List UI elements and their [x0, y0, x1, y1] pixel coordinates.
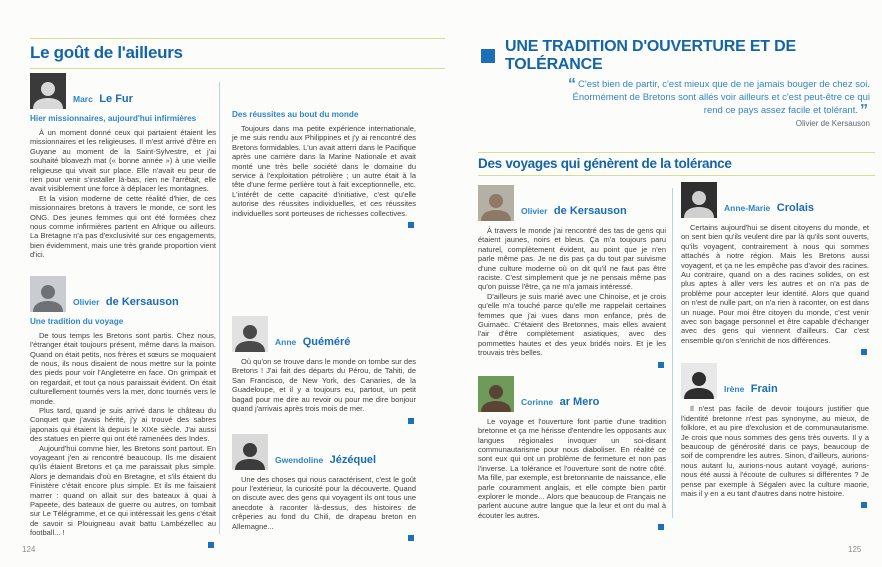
author-name	[73, 292, 179, 312]
author-row-corinne-ar-mero	[478, 376, 666, 412]
paragraph: Certains aujourd'hui se disent citoyens du monde, et on sent bien qu'ils veulent dire par là qu'ils sont ouverts, qu'ils voyagent, contrairement à nous qui sommes attachés à notre région. Mais les Bretons aussi voyagent, et ça ne les empêche pas d'avoir des racines. Au contraire, quand on a des racines solides, on est plus aptes à aller vers les autres et on n'a pas de problème pour accepter leur identité. Alors que quand on n'est de nulle part, on n'a rien à raconter, on est dans un nuage. Pour moi être citoyen du monde, c'est venir avec son bagage personnel et être capable d'échanger avec des gens qui viennent d'ailleurs. Car c'est ensemble qu'on s'enrichit de nos différences.	[681, 223, 869, 345]
end-of-article-square	[861, 502, 867, 508]
author-first-name: Olivier	[73, 296, 100, 307]
right-page-title	[481, 38, 875, 74]
gwendoline-jezequel-portrait-photo	[232, 434, 268, 470]
author-last-name: de Kersauson	[553, 205, 627, 217]
article-heading: Des réussites au bout du monde	[232, 110, 359, 119]
paragraph: Une des choses qui nous caractérisent, c'est le goût pour l'extérieur, la curiosité pour la découverte. Quand on discute avec des gens qui voyagent ils ont tous une anecdote à raconter là-dessus, des histoires de crêperies au fond du Chili, de drapeau breton en Allemagne...	[232, 474, 416, 531]
author-last-name: Quéméré	[302, 336, 351, 349]
author-row-anne-quemere	[232, 316, 416, 352]
person-silhouette-icon	[682, 369, 716, 399]
right-page-section-title: Des voyages qui génèrent de la tolérance	[478, 156, 732, 171]
right-page-title-row	[481, 38, 875, 74]
paragraph: Et la vision moderne de cette réalité d'hier, de ces missionnaires bretons à travers le monde, ce sont les ONG. Des jeunes femmes qui ont été formées chez nous comme infirmières partent en Afrique ou ailleurs. La Bretagne n'a pas d'exclusivité sur ces engagements, bien évidemment, mais une très grande proportion vient d'ici.	[30, 193, 216, 260]
author-name	[73, 89, 133, 109]
article-reussites-au-bout-du-monde	[232, 110, 416, 228]
person-silhouette-icon	[682, 188, 716, 218]
author-name	[521, 201, 627, 221]
author-name	[275, 332, 350, 352]
right-page-column-divider	[672, 188, 673, 518]
author-row-anne-marie-crolais	[681, 182, 869, 218]
left-page-column-1	[30, 73, 216, 548]
article-body	[232, 475, 416, 531]
person-silhouette-icon	[31, 282, 65, 312]
paragraph: Plus tard, quand je suis arrivé dans le château du Conquet que j'avais hérité, j'y ai trouvé des sabres japonais qui étaient là depuis le XIXe siècle. J'ai aussi des statues en pierre qui ont été ramenées des Indes.	[30, 405, 216, 444]
title-square-icon	[481, 49, 495, 63]
article-heading: Hier missionnaires, aujourd'hui infirmières	[30, 114, 197, 123]
left-page-number: 124	[22, 545, 36, 554]
right-page-section-title-block	[478, 152, 875, 176]
right-page-column-2	[681, 182, 869, 508]
quote-body: C'est bien de partir, c'est mieux que de ne jamais bouger de chez soi. Énormément de Bretons sont allés voir ailleurs et c'est peut-être ce qui rend ce pays assez facile et tolérant.	[572, 79, 870, 116]
marc-le-fur-portrait-photo	[30, 73, 66, 109]
anne-quemere-portrait-photo	[232, 316, 268, 352]
author-last-name: Jézéquel	[329, 453, 377, 466]
article-olivier-de-kersauson-left	[30, 276, 216, 548]
author-first-name: Gwendoline	[275, 454, 324, 465]
end-of-article-square	[408, 222, 414, 228]
paragraph: De tous temps les Bretons sont partis. Chez nous, l'étranger était toujours présent, même dans la maison. Quand on était petits, nos frères et sœurs se moquaient de nous, ils nous disaient de nous mettre sur la pointe des pieds pour voir l'Angleterre en face. On grimpait et on regardait, et tout ça nous paraissait évident. On était culturellement tournés vers la mer, donc tournés vers le monde.	[30, 330, 216, 406]
author-row-marc-le-fur	[30, 73, 216, 109]
author-first-name: Irène	[724, 384, 745, 395]
article-olivier-de-kersauson-right	[478, 185, 666, 368]
article-gwendoline-jezequel	[232, 434, 416, 541]
author-first-name: Olivier	[521, 206, 548, 216]
author-first-name: Corinne	[521, 396, 554, 407]
left-page-title: Le goût de l'ailleurs	[30, 43, 183, 62]
author-last-name: de Kersauson	[105, 295, 179, 308]
paragraph: Où qu'on se trouve dans le monde on tombe sur des Bretons ! J'ai fait des départs du Pérou, de Tahiti, de San Francisco, de New York, des Canaries, de la Guadeloupe, et il y a toujours eu, partout, un petit bagad pour me dire au revoir ou pour me dire bonjour quand j'arrivais après trois mois de mer.	[232, 357, 416, 414]
end-of-article-square	[658, 362, 664, 368]
author-name	[724, 198, 814, 218]
article-body	[30, 128, 216, 260]
article-body	[232, 357, 416, 413]
open-quote-icon: “	[568, 76, 577, 93]
paragraph: D'ailleurs je suis marié avec une Chinoise, et je crois qu'elle m'a touché parce qu'elle me rappelait certaines femmes que j'ai vues dans mon enfance, près de Guimaëc. C'étaient des Bretonnes, mais elles avaient l'air d'être complètement asiatiques, avec des pommettes hautes et des yeux bridés noirs. Et je les trouvais très belles.	[478, 291, 666, 358]
author-row-irene-frain	[681, 363, 869, 399]
author-last-name: Crolais	[776, 202, 815, 214]
paragraph: À travers le monde j'ai rencontré des tas de gens qui étaient jaunes, noirs et bleus. Ça m'a toujours paru naturel, complètement évident, au point que je n'en parle même pas. Je ne dis pas ça du tout par suivisme d'une culture moderne où on dit qu'il ne faut pas être raciste. C'est simplement que je ne pensais même pas qu'on puisse l'être, ça ne m'a jamais intéressé.	[478, 226, 666, 292]
article-heading: Une tradition du voyage	[30, 316, 124, 326]
end-of-article-square	[658, 524, 664, 530]
author-first-name: Marc	[73, 94, 93, 104]
article-marc-le-fur	[30, 73, 216, 260]
paragraph: À un moment donné ceux qui partaient étaient les missionnaires et les religieuses. Il m'est arrivé d'être en Guyane au moment de la Saint-Sylvestre, et j'ai souhaité bloavezh mat (« bonne année ») à une vieille religieuse qui vivait sur place. Elle n'avait eu peur de rien pour venir s'installer là-bas, rien ne l'arrêtait, elle avait visiblement une force à déplacer les montagnes.	[30, 128, 216, 194]
article-body	[232, 124, 416, 218]
author-first-name: Anne-Marie	[724, 203, 771, 213]
anne-marie-crolais-portrait-photo	[681, 182, 717, 218]
person-silhouette-icon	[31, 79, 65, 109]
article-body	[478, 226, 666, 358]
article-anne-quemere	[232, 316, 416, 423]
person-silhouette-icon	[233, 322, 267, 352]
left-page-column-2	[232, 108, 416, 541]
article-body	[30, 331, 216, 538]
end-of-article-square	[408, 418, 414, 424]
pull-quote	[552, 78, 870, 128]
left-page-column-divider	[219, 82, 220, 534]
author-last-name: Frain	[750, 383, 778, 396]
author-row-olivier-de-kersauson	[30, 276, 216, 312]
author-first-name: Anne	[275, 337, 297, 348]
paragraph: Aujourd'hui comme hier, les Bretons sont partout. En voyageant j'en ai rencontré beaucoup. Ils me disaient qu'ils étaient Bretons et ça me paraissait plus simple. Alors je demandais d'où en Bretagne, et s'ils étaient du Finistère c'était encore plus simple. Et ils me faisaient marrer : quand on allait sur des bateaux à quai à Papeete, des bateaux de guerre ou autres, on tombait sur Le Télégramme, et ce qui intéressait les gens c'était de savoir si Plouigneau avait battu Lambézellec au football... !	[30, 443, 216, 538]
right-page-column-1	[478, 185, 666, 530]
article-body	[681, 404, 869, 498]
right-page-title-text: UNE TRADITION D'OUVERTURE ET DE TOLÉRANCE	[505, 38, 796, 73]
right-page-number: 125	[848, 545, 862, 554]
end-of-article-square	[408, 535, 414, 541]
close-quote-icon: ”	[860, 102, 868, 119]
person-silhouette-icon	[479, 382, 513, 412]
author-last-name: ar Mero	[559, 395, 600, 408]
paragraph: Il n'est pas facile de devoir toujours justifier que l'identité bretonne n'est pas synonyme, au mieux, de folklore, et au pire d'exclusion et de communautarisme. Je crois que nous sommes des gens très ouverts. Il y a beaucoup de générosité dans ce pays, beaucoup de soif de comprendre les autres. Sinon, d'ailleurs, aurions-nous autant lu, aurions-nous autant voyagé, aurions-nous été aussi à l'écoute de cultures si différentes ? Je pense par exemple à Ségalen avec la culture maorie, mais il y en a eu tant d'autres dans notre histoire.	[681, 404, 869, 498]
article-body	[478, 417, 666, 520]
author-row-gwendoline-jezequel	[232, 434, 416, 470]
corinne-ar-mero-portrait-photo	[478, 376, 514, 412]
olivier-de-kersauson-portrait-photo	[30, 276, 66, 312]
end-of-article-square	[208, 542, 214, 548]
left-page-title-block	[30, 38, 445, 69]
author-name	[521, 392, 599, 412]
author-row-olivier-de-kersauson	[478, 185, 666, 221]
article-body	[681, 223, 869, 345]
olivier-de-kersauson-portrait-photo	[478, 185, 514, 221]
irene-frain-portrait-photo	[681, 363, 717, 399]
author-name	[275, 450, 376, 470]
author-last-name: Le Fur	[99, 93, 133, 105]
paragraph: Toujours dans ma petite expérience internationale, je me suis rendu aux Philippines et j'y ai rencontré des Bretons formidables. L'un avait atterri dans le Pacifique après une carrière dans la Marine Nationale et avait monté une très belle société dans le domaine du service à l'exploitation pétrolière ; un autre était à la tête d'une ferme perlière tout à fait exceptionnelle, etc. L'intérêt de cette capacité d'initiative, c'est qu'elle autorise des réussites individuelles, et ces réussites individuelles sont porteuses de richesses collectives.	[232, 124, 416, 218]
paragraph: Le voyage et l'ouverture font partie d'une tradition bretonne et ça me hérisse d'entendre les opposants aux langues régionales invoquer un soi-disant communautarisme pour nous diaboliser. En réalité ce sont eux qui ont un problème de fermeture et non pas l'inverse. La tolérance et l'ouverture sont de notre côté. Ma fille, par exemple, est bretonnante de naissance, elle parle couramment anglais, et elle compte bien partir explorer le monde... Alors que beaucoup de Français ne parlent aucune autre langue que la leur et ont du mal à écouter les autres.	[478, 416, 666, 520]
quote-attribution: Olivier de Kersauson	[795, 119, 870, 128]
end-of-article-square	[861, 349, 867, 355]
author-name	[724, 379, 778, 399]
article-anne-marie-crolais	[681, 182, 869, 355]
article-irene-frain	[681, 363, 869, 508]
person-silhouette-icon	[233, 440, 267, 470]
quote-text	[552, 78, 870, 117]
article-corinne-ar-mero	[478, 376, 666, 530]
person-silhouette-icon	[479, 191, 513, 221]
